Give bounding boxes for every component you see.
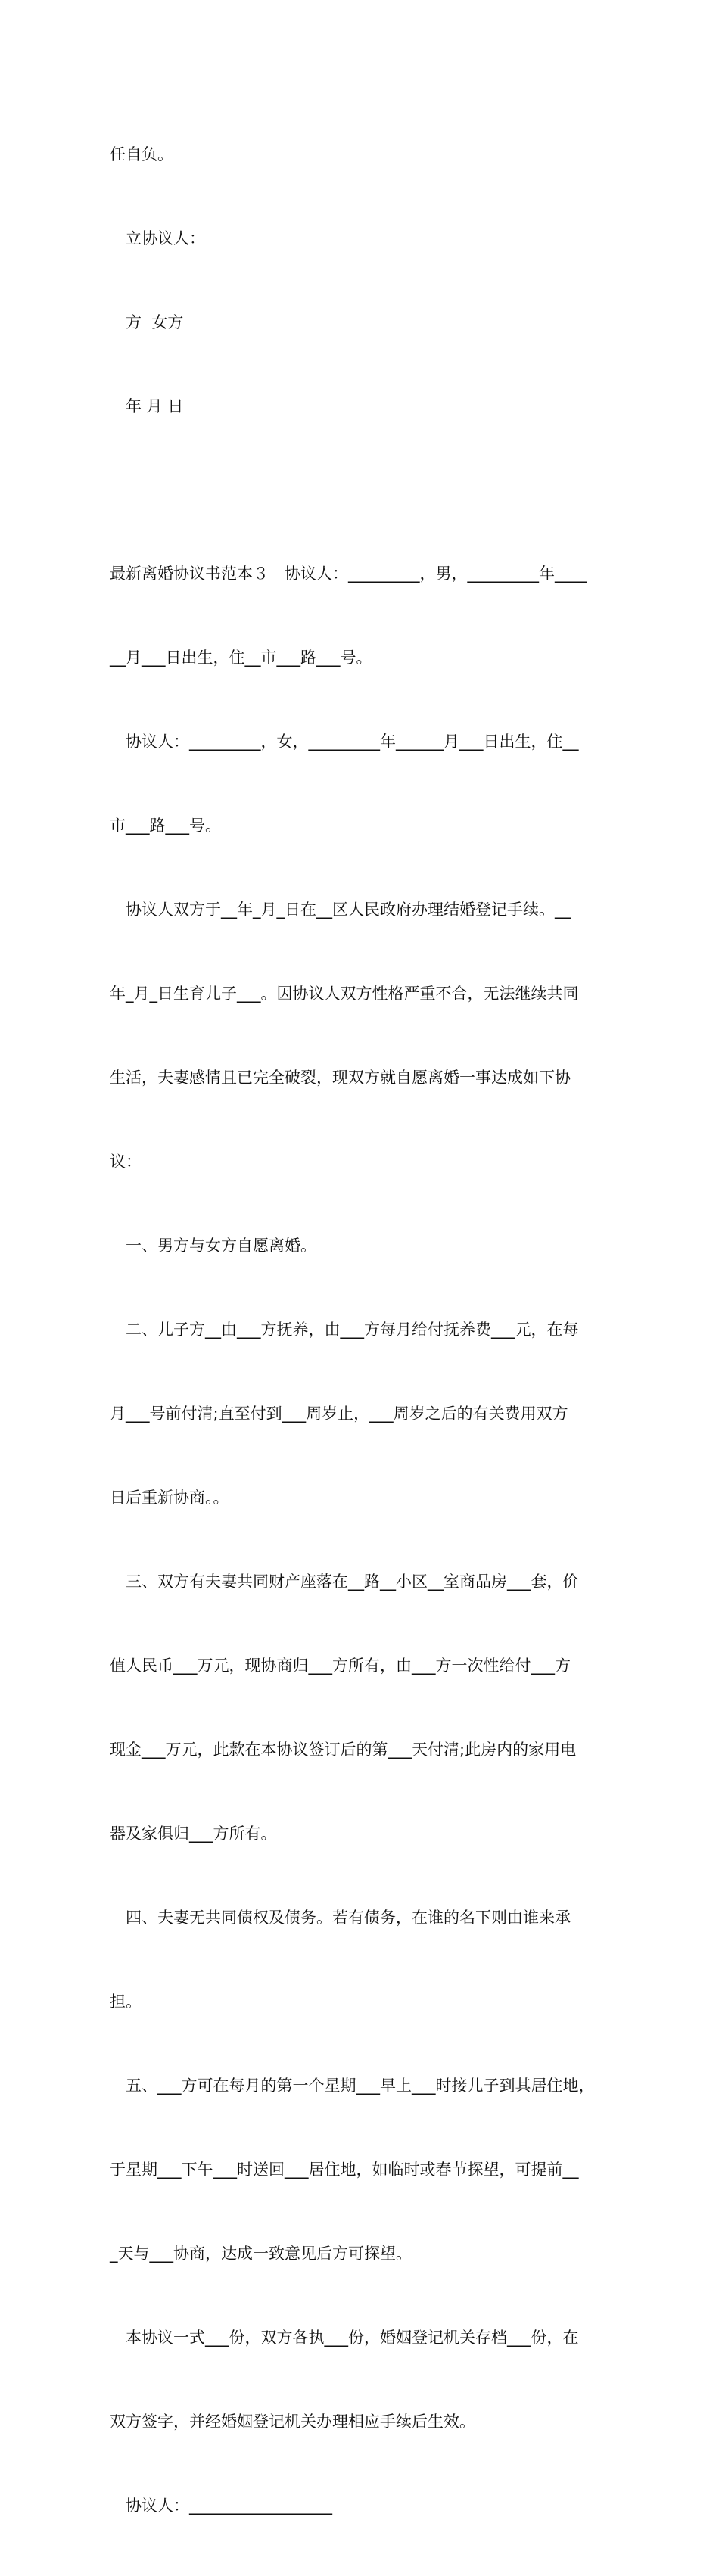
text-line: 议： [110,1153,142,1171]
text-line-title: 最新离婚协议书范本３ 协议人：_________，男，_________年____ [110,565,587,583]
text-line: 方 女方 [110,313,184,331]
text-line: 生活，夫妻感情且已完全破裂，现双方就自愿离婚一事达成如下协 [110,1069,571,1087]
text-line: 五、___方可在每月的第一个星期___早上___时接儿子到其居住地， [110,2077,595,2095]
text-line: 本协议一式___份，双方各执___份，婚姻登记机关存档___份，在 [110,2329,579,2347]
text-line: 值人民币___万元，现协商归___方所有，由___方一次性给付___方 [110,1657,571,1675]
text-line: 年 月 日 [110,397,184,415]
text-line: 年_月_日生育儿子___。因协议人双方性格严重不合，无法继续共同 [110,985,579,1003]
text-line: 担。 [110,1993,142,2011]
text-line: 日后重新协商。。 [110,1489,229,1507]
text-line: 于星期___下午___时送回___居住地，如临时或春节探望，可提前__ [110,2161,579,2179]
text-line: 一、男方与女方自愿离婚。 [110,1237,316,1255]
text-line: _天与___协商，达成一致意见后方可探望。 [110,2245,412,2263]
text-line: 任自负。 [110,145,173,163]
text-line: __月___日出生，住__市___路___号。 [110,649,372,667]
text-line-signature: 协议人：__________________ [110,2497,332,2515]
text-line: 二、儿子方__由___方抚养，由___方每月给付抚养费___元，在每 [110,1321,579,1339]
text-line: 协议人双方于__年_月_日在__区人民政府办理结婚登记手续。__ [110,901,571,919]
text-line: 双方签字，并经婚姻登记机关办理相应手续后生效。 [110,2413,475,2431]
text-line: 立协议人： [110,229,205,247]
text-line: 月___号前付清;直至付到___周岁止，___周岁之后的有关费用双方 [110,1405,568,1423]
text-line: 协议人：_________，女，_________年______月___日出生，住__ [110,733,579,751]
text-line: 市___路___号。 [110,817,221,835]
text-line: 现金___万元，此款在本协议签订后的第___天付清;此房内的家用电 [110,1741,577,1759]
paragraph-gap [110,477,617,504]
text-line: 三、双方有夫妻共同财产座落在__路__小区__室商品房___套，价 [110,1573,579,1591]
text-line: 器及家俱归___方所有。 [110,1825,277,1843]
document-body [110,85,617,2576]
text-line: 四、夫妻无共同债权及债务。若有债务，在谁的名下则由谁来承 [110,1909,571,1927]
